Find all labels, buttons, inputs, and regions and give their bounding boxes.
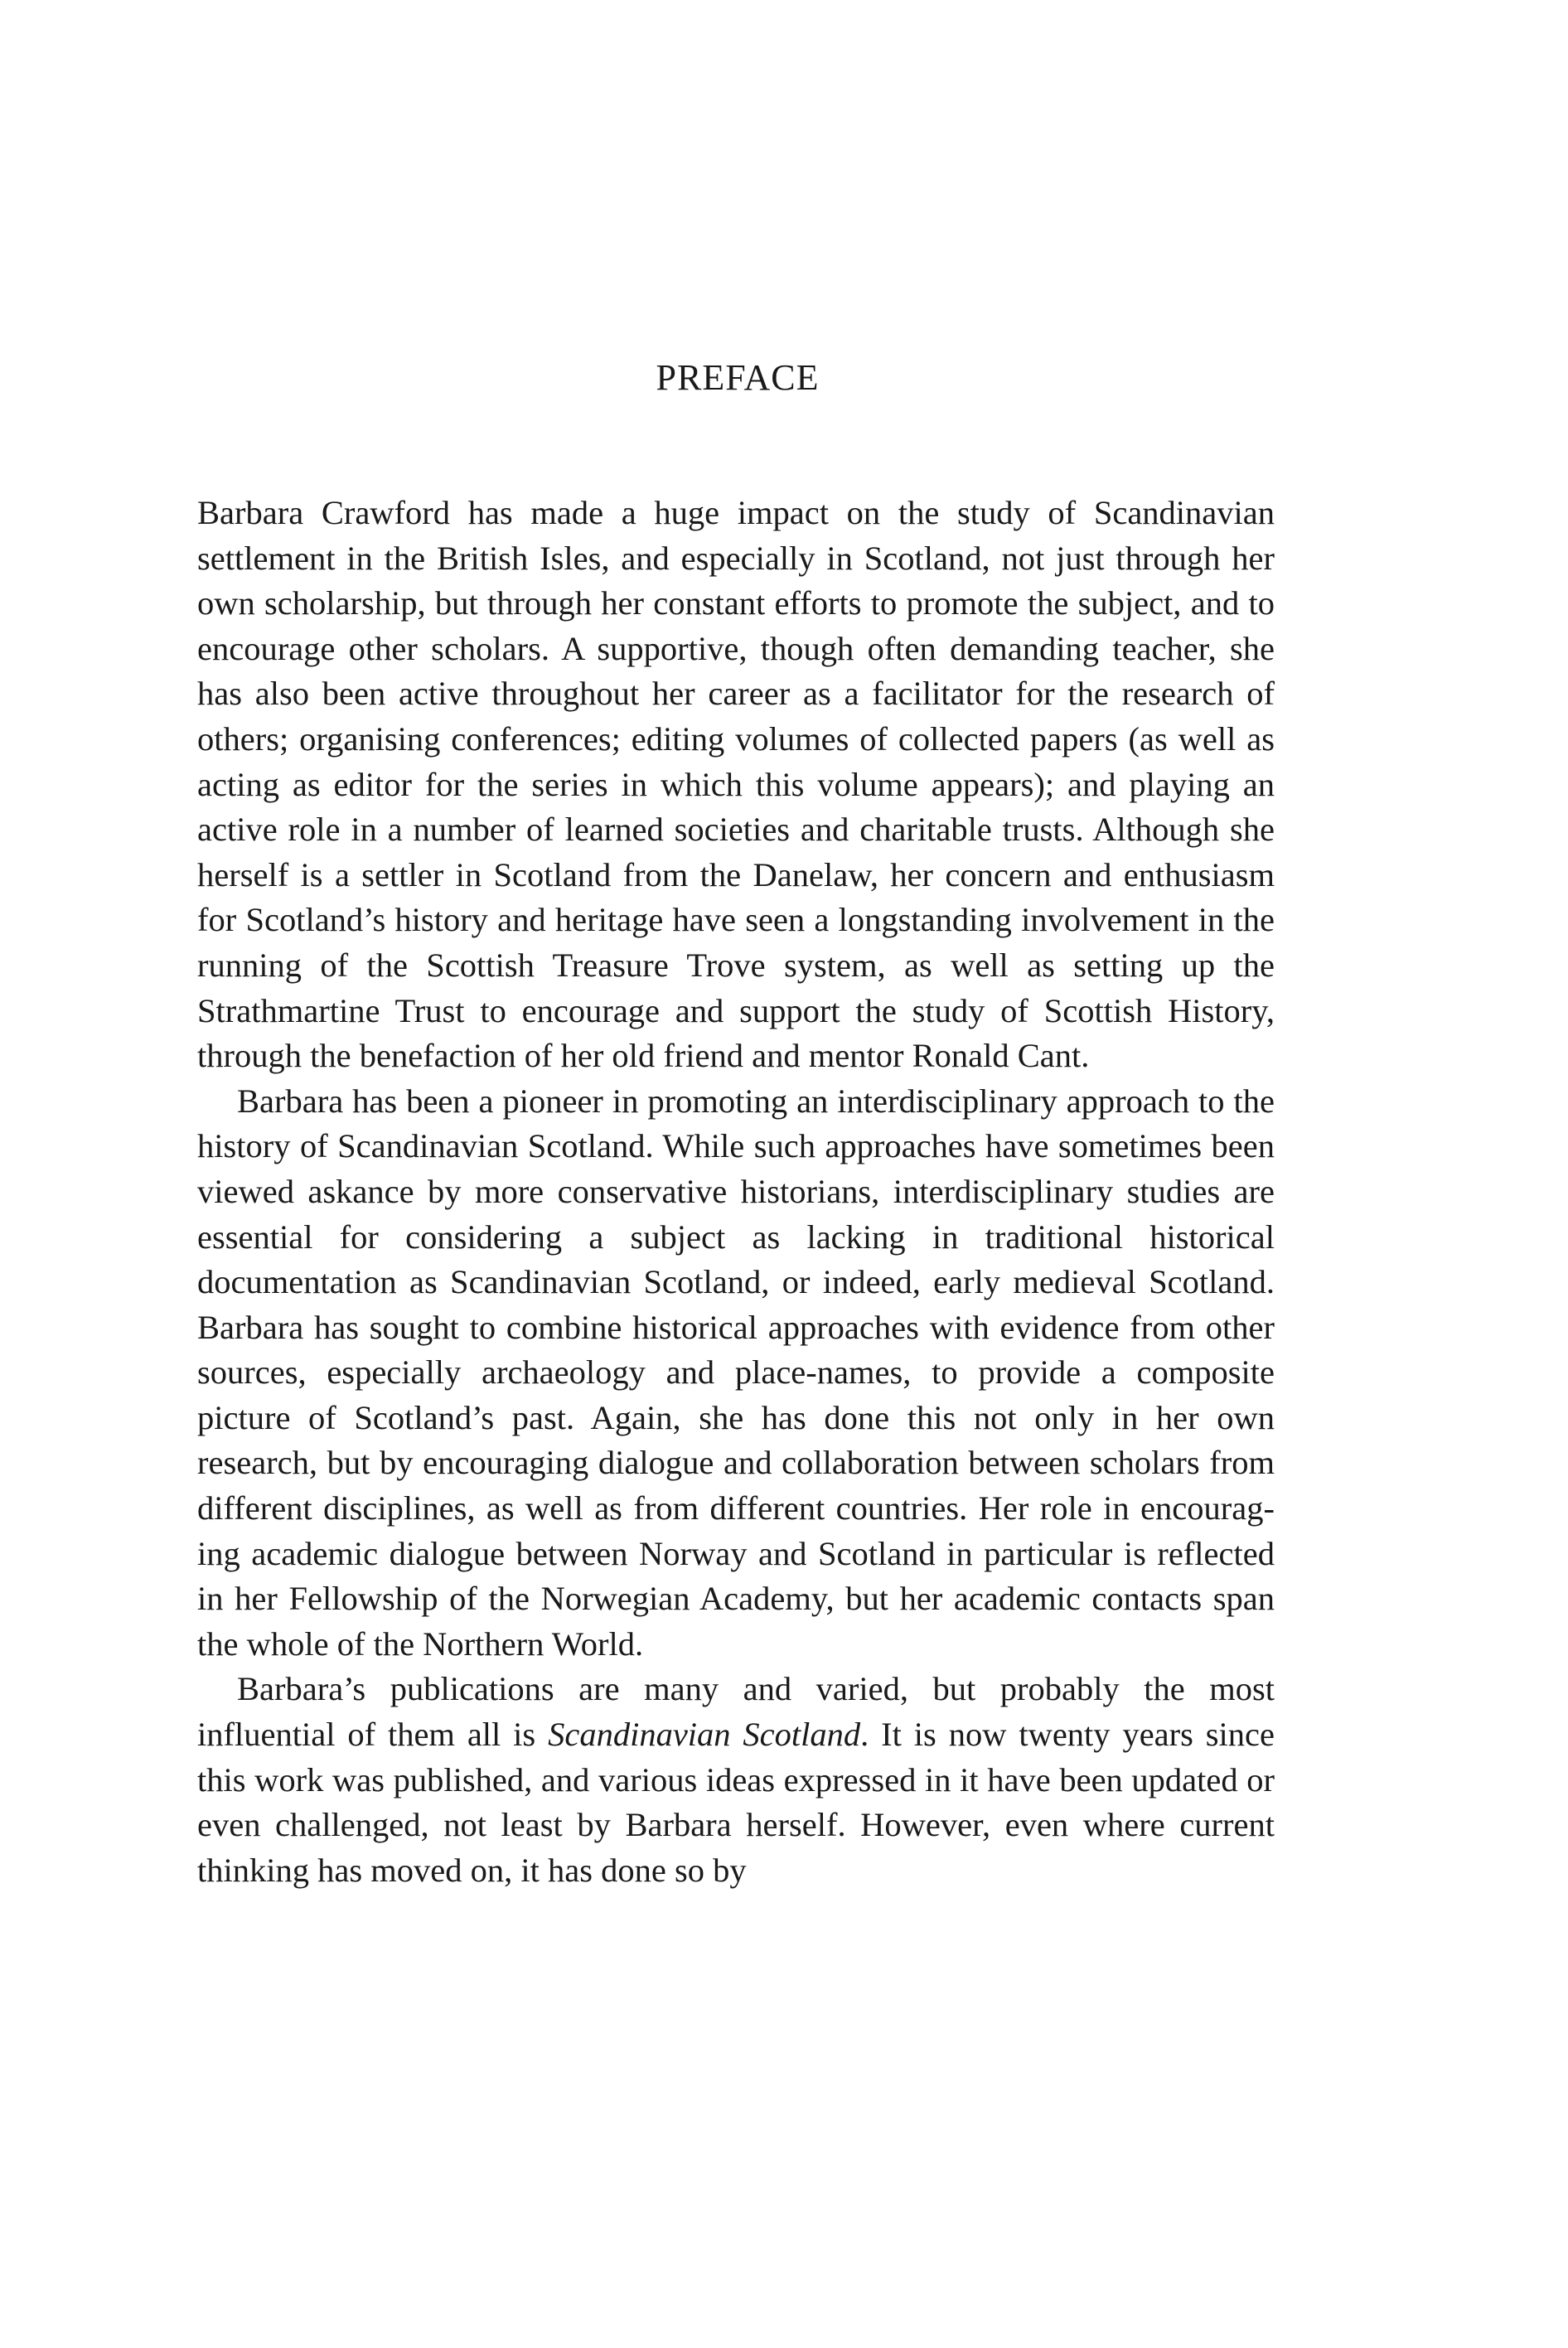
paragraph-3-text-before: Barbara’s publications are many and varied, but probably the most influential of them all is — [197, 1670, 1275, 1754]
book-title-italic: Scandinavian Scotland — [548, 1716, 861, 1754]
body-text — [197, 491, 1275, 1893]
paragraph-2: Barbara has been a pioneer in promoting an interdisciplinary approach to the history of Scandinavian Scotland. While such approaches have sometimes been viewed askance by more conservative historians, interdisciplinary studies are essential for considering a subject as lacking in traditional historical documentation as Scandinavian Scotland, or indeed, early medieval Scotland. Barbara has sought to combine historical approaches with evidence from other sources, especially archaeology and place-names, to provide a composite picture of Scotland’s past. Again, she has done this not only in her own research, but by encouraging dialogue and collaboration between scholars from different disciplines, as well as from different countries. Her role in encouraging academic dialogue between Norway and Scotland in particular is reflected in her Fellowship of the Norwegian Academy, but her academic contacts span the whole of the Northern World. — [197, 1082, 1275, 1663]
page-title: PREFACE — [656, 357, 820, 398]
paragraph-3-text-after: . It is now twenty years since this work was published, and various ideas expressed in it have been updated or even challenged, not least by Barbara herself. However, even where current thinking has moved on, it has done so by — [197, 1716, 1275, 1889]
paragraph-3 — [197, 1667, 1275, 1893]
paragraph-1: Barbara Crawford has made a huge impact on the study of Scandinavian settlement in the British Isles, and especially in Scotland, not just through her own scholarship, but through her constant efforts to promote the subject, and to encourage other scholars. A supportive, though often demanding teacher, she has also been active throughout her career as a facilitator for the research of others; organising conferences; editing volumes of collected papers (as well as acting as editor for the series in which this volume appears); and playing an active role in a number of learned societies and charitable trusts. Although she herself is a settler in Scotland from the Danelaw, her concern and enthusiasm for Scotland’s history and heritage have seen a longstanding involvement in the running of the Scottish Treasure Trove system, as well as setting up the Strathmartine Trust to encourage and support the study of Scottish History, through the benefaction of her old friend and mentor Ronald Cant. — [197, 494, 1275, 1075]
